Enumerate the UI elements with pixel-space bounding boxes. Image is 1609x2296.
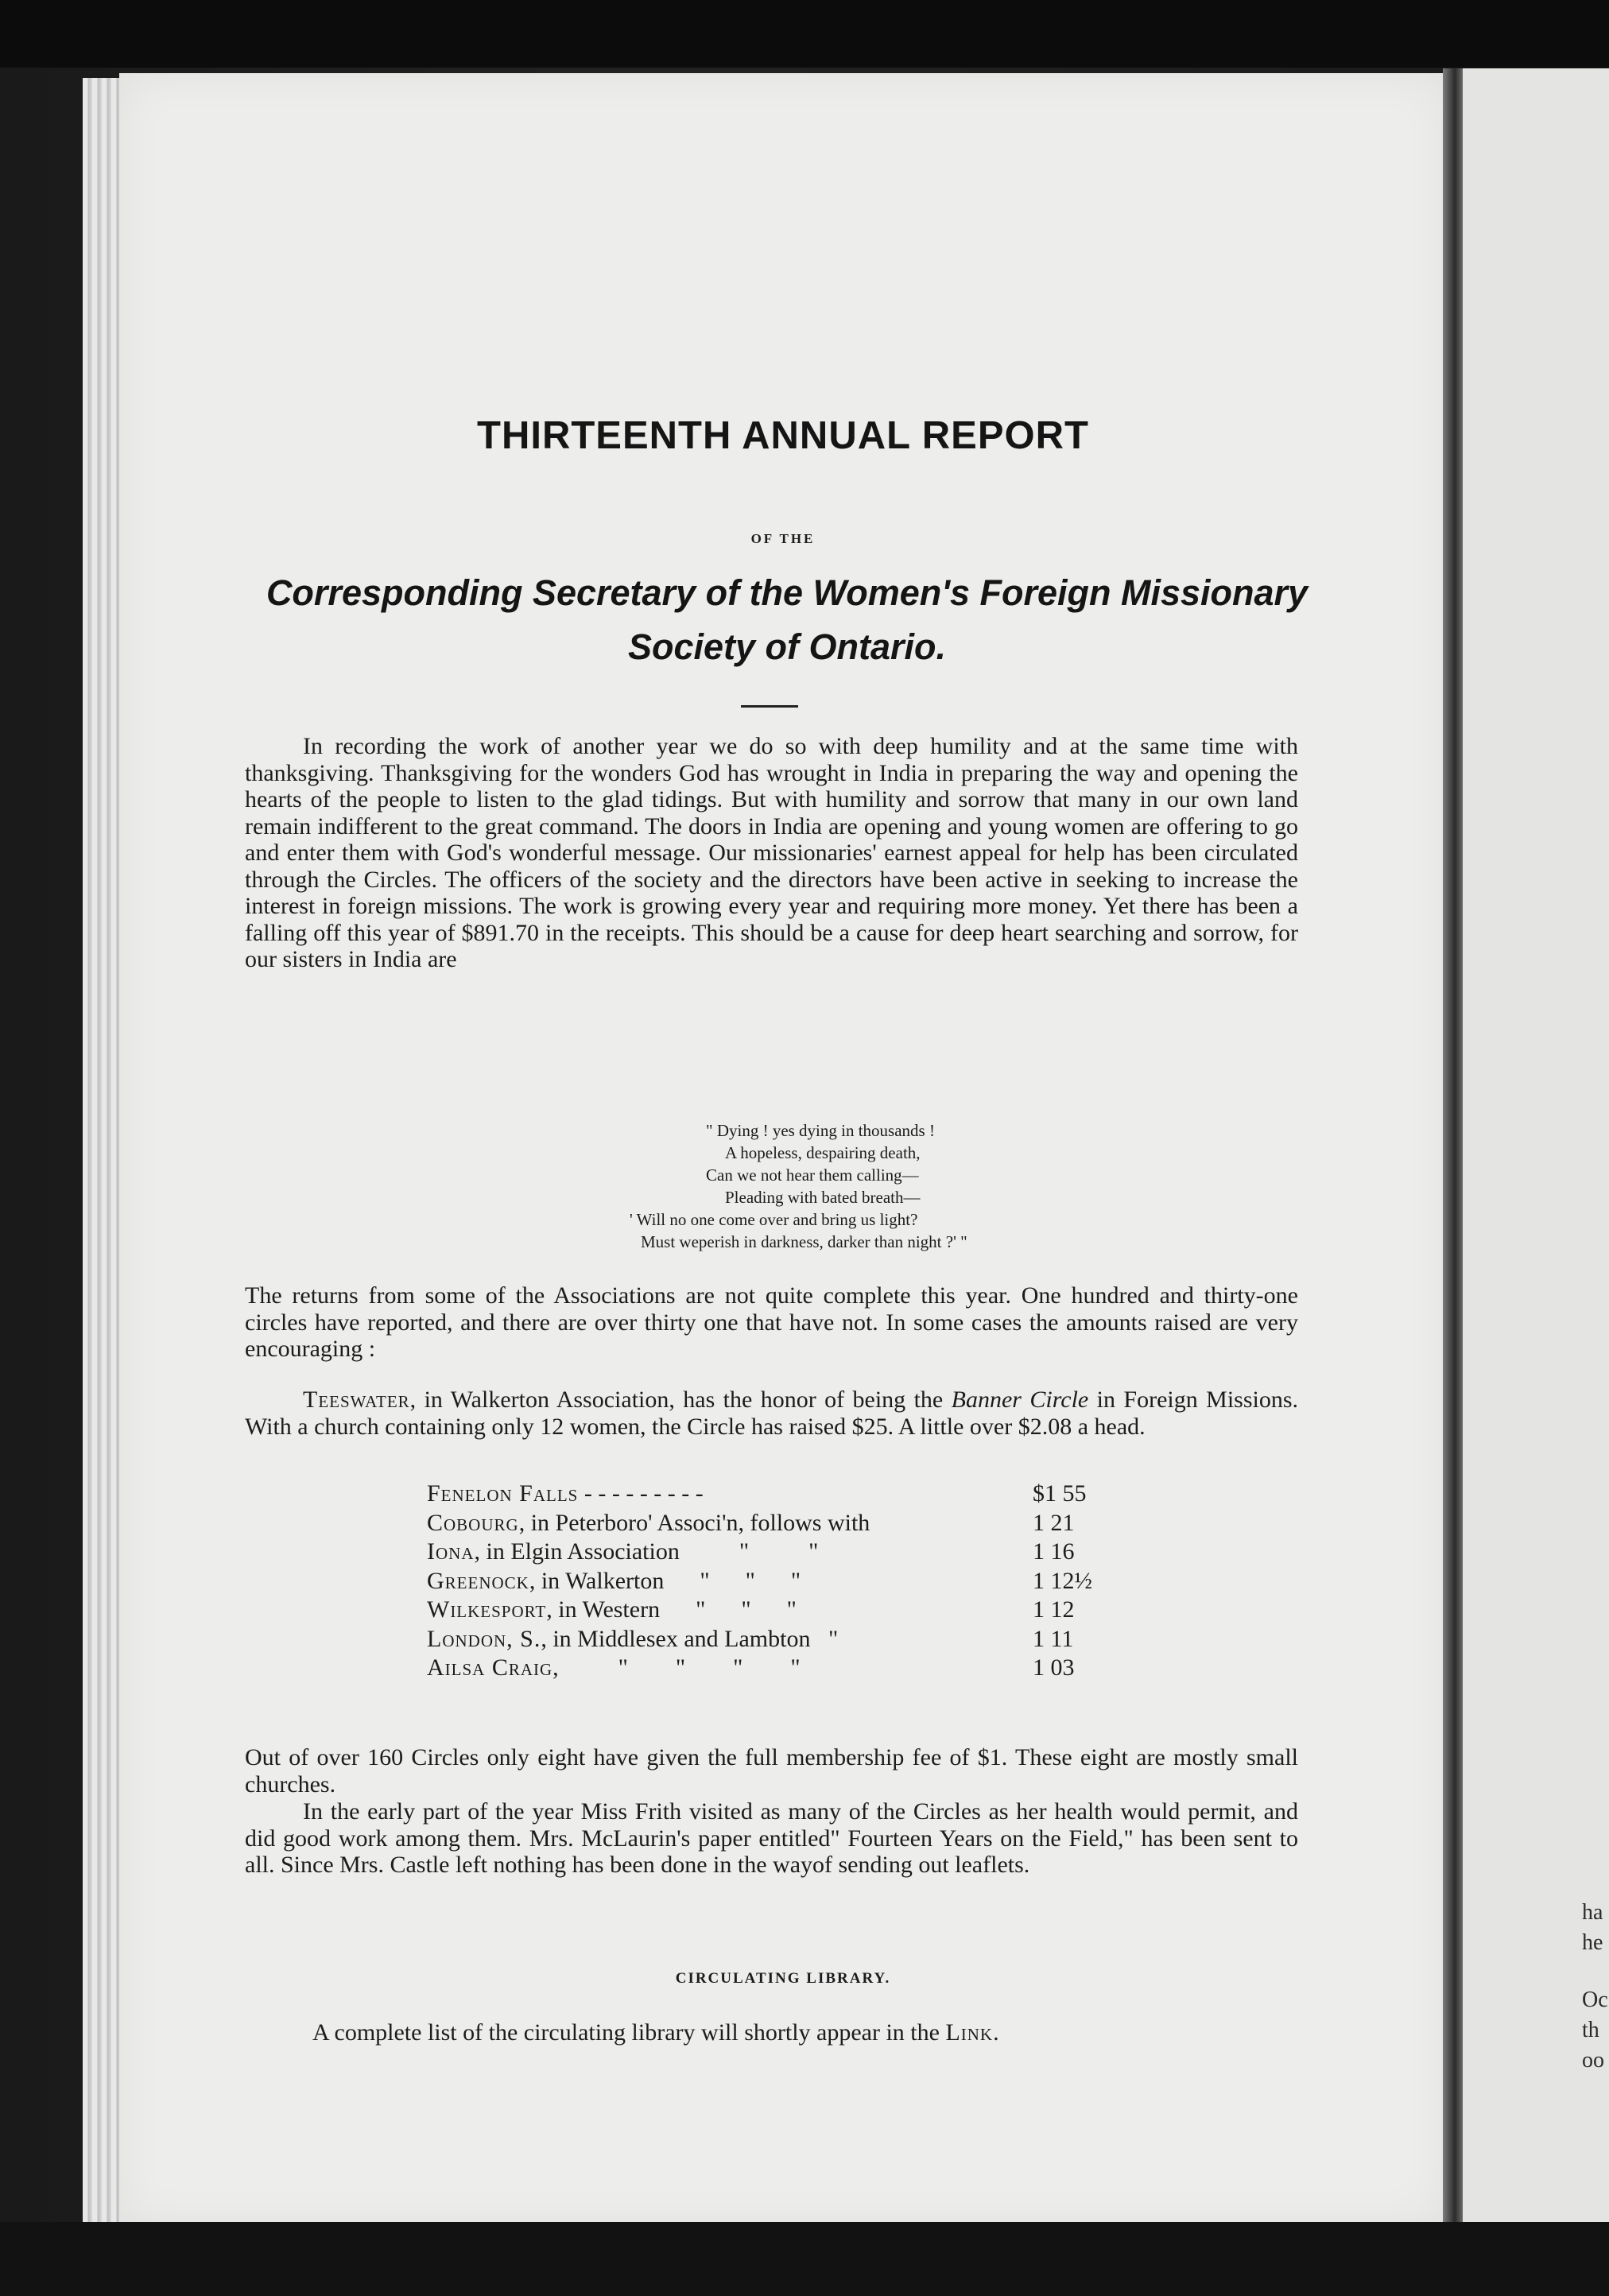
poem-line: Can we not hear them calling—	[706, 1165, 919, 1185]
intro-paragraph: In recording the work of another year we do so with deep humility and at the same time with thanksgiving. Thanksgiving for the wonders God has wrought in India in preparing the way and opening the hearts of the people to listen to the glad tidings. But with humility and sorrow that many in our own land remain indifferent to the great command. The doors in India are opening and young women are offering to go and enter them with God's wonderful message. Our missionaries' earnest appeal for help has been circulated through the Circles. The officers of the society and the directors have been active in seeking to increase the interest in foreign missions. The work is growing every year and requiring more money. Yet there has been a falling off this year of $891.70 in the receipts. This should be a cause for deep heart searching and sorrow, for our sisters in India are	[245, 733, 1298, 972]
table-row: Ailsa Craig, " " " " 1 03	[427, 1654, 1075, 1681]
title-divider	[741, 705, 798, 708]
poem-line: A hopeless, despairing death,	[725, 1143, 921, 1162]
poem-line: ' Will no one come over and bring us light?	[630, 1210, 918, 1229]
table-row: London, S., in Middlesex and Lambton " 1 11	[427, 1625, 1074, 1652]
heading-connector: OF THE	[750, 531, 816, 546]
poem-quotation	[119, 1119, 1447, 1253]
visits-paragraph: In the early part of the year Miss Frith visited as many of the Circles as her health would permit, and did good work among them. Mrs. McLaurin's paper entitled" Fourteen Years on the Field," has been sent to all. Since Mrs. Castle left nothing has been done in the wayof sending out leaflets.	[245, 1798, 1298, 1878]
amount-cell: 1 12½	[1033, 1567, 1092, 1594]
membership-paragraph: Out of over 160 Circles only eight have given the full membership fee of $1. These eight are mostly small churches.	[245, 1744, 1298, 1798]
circle-name: Teeswater	[303, 1387, 410, 1413]
table-row: Greenock, in Walkerton " " " 1 12½	[427, 1567, 1092, 1594]
scanner-bottom-border	[0, 2222, 1609, 2296]
report-subtitle: Corresponding Secretary of the Women's Foreign Missionary Society of Ontario.	[266, 572, 1309, 667]
facing-page-fragment: th	[1582, 2018, 1599, 2042]
table-row: Fenelon Falls - - - - - - - - - $1 55	[427, 1480, 1087, 1507]
banner-circle-phrase: Banner Circle	[951, 1387, 1089, 1413]
returns-paragraph: The returns from some of the Associations are not quite complete this year. One hundred and thirty-one circles have reported, and there are over thirty one that have not. In some cases the amounts raised are very encouraging :	[245, 1282, 1298, 1362]
amount-cell: 1 12	[1033, 1596, 1075, 1623]
amount-cell: 1 16	[1033, 1538, 1075, 1565]
amount-cell: 1 11	[1033, 1625, 1074, 1652]
link-publication-name: Link.	[945, 2019, 1000, 2046]
facing-page-fragment: oo	[1582, 2048, 1604, 2073]
table-row: Iona, in Elgin Association " " 1 16	[427, 1538, 1075, 1565]
banner-circle-paragraph: Teeswater, in Walkerton Association, has the honor of being the Banner Circle in Foreign Missions. With a church containing only 12 women, the Circle has raised $25. A little over $2.08 a head.	[245, 1387, 1299, 1440]
poem-line: Must weperish in darkness, darker than night ?' "	[641, 1232, 967, 1251]
poem-line: Pleading with bated breath—	[725, 1188, 921, 1207]
facing-page-fragment: Oc	[1582, 1988, 1608, 2012]
scanner-top-border	[0, 0, 1609, 68]
facing-page-fragment: ha	[1582, 1900, 1603, 1925]
section-heading: CIRCULATING LIBRARY.	[675, 1970, 891, 1987]
amount-cell: 1 03	[1033, 1654, 1075, 1681]
report-heading: THIRTEENTH ANNUAL REPORT	[477, 414, 1089, 457]
circle-contributions-table	[427, 1480, 1126, 1684]
library-paragraph: A complete list of the circulating library will shortly appear in the Link.	[312, 2019, 1000, 2046]
poem-line: " Dying ! yes dying in thousands !	[706, 1121, 935, 1140]
table-row: Wilkesport, in Western " " " 1 12	[427, 1596, 1075, 1623]
amount-cell: $1 55	[1033, 1480, 1087, 1507]
amount-cell: 1 21	[1033, 1509, 1075, 1536]
facing-page-fragment: he	[1582, 1930, 1603, 1955]
table-row: Cobourg, in Peterboro' Associ'n, follows with 1 21	[427, 1509, 1075, 1536]
